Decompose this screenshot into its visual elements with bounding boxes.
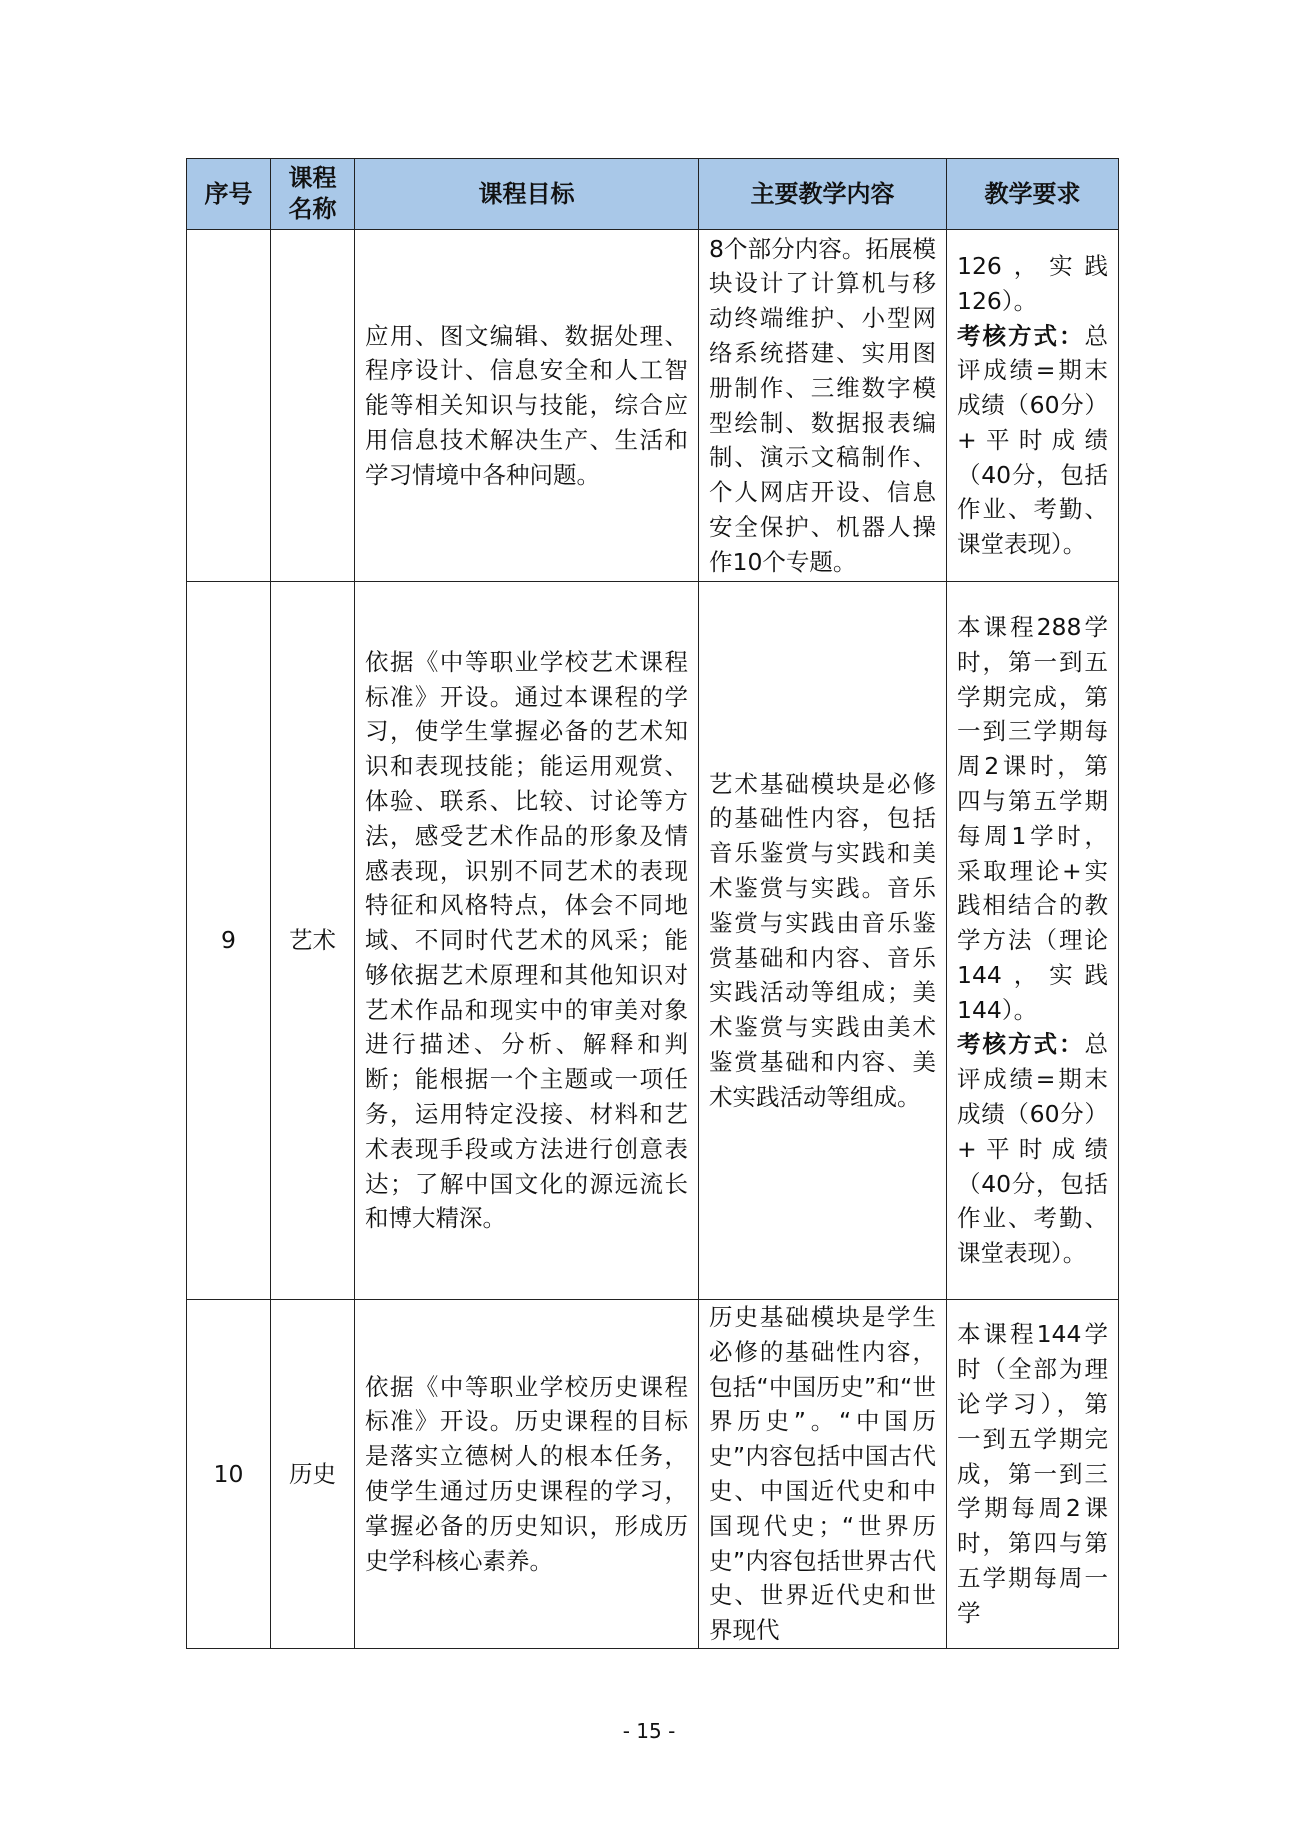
cell-seq: 9 bbox=[187, 582, 271, 1300]
header-main-content: 主要教学内容 bbox=[699, 159, 947, 230]
req-intro: 本课程144学时（全部为理论学习），第一到五学期完成，第一到三学期每周2课时，第四与第五学期每周一学 bbox=[957, 1320, 1108, 1627]
req-assessment-label: 考核方式： bbox=[957, 1030, 1085, 1059]
req-assessment-label: 考核方式： bbox=[957, 321, 1085, 350]
cell-main-content: 艺术基础模块是必修的基础性内容，包括音乐鉴赏与实践和美术鉴赏与实践。音乐鉴赏与实践由音乐鉴赏基础和内容、音乐实践活动等组成；美术鉴赏与实践由美术鉴赏基础和内容、美术实践活动等组成。 bbox=[699, 582, 947, 1300]
cell-main-content: 历史基础模块是学生必修的基础性内容，包括“中国历史”和“世界历史”。“中国历史”内容包括中国古代史、中国近代史和中国现代史；“世界历史”内容包括世界古代史、世界近代史和世界现代 bbox=[699, 1300, 947, 1649]
header-seq: 序号 bbox=[187, 159, 271, 230]
header-teaching-requirements: 教学要求 bbox=[947, 159, 1119, 230]
header-course-name-line1: 课程 bbox=[288, 164, 337, 192]
req-assessment-body: 总评成绩=期末成绩（60分）+平时成绩（40分，包括作业、考勤、课堂表现）。 bbox=[957, 321, 1108, 559]
header-course-goal: 课程目标 bbox=[355, 159, 699, 230]
curriculum-table bbox=[186, 158, 1119, 1649]
cell-seq bbox=[187, 230, 271, 582]
cell-course-name: 历史 bbox=[271, 1300, 355, 1649]
cell-course-name bbox=[271, 230, 355, 582]
table-header-row bbox=[187, 159, 1119, 230]
req-intro: 本课程288学时，第一到五学期完成，第一到三学期每周2课时，第四与第五学期每周1学时，采取理论+实践相结合的教学方法（理论144，实践144）。 bbox=[957, 612, 1108, 1024]
header-course-name bbox=[271, 159, 355, 230]
table-row bbox=[187, 582, 1119, 1300]
cell-course-goal: 应用、图文编辑、数据处理、程序设计、信息安全和人工智能等相关知识与技能，综合应用信息技术解决生产、生活和学习情境中各种问题。 bbox=[355, 230, 699, 582]
table-row bbox=[187, 230, 1119, 582]
table-row bbox=[187, 1300, 1119, 1649]
cell-course-name: 艺术 bbox=[271, 582, 355, 1300]
cell-main-content: 8个部分内容。拓展模块设计了计算机与移动终端维护、小型网络系统搭建、实用图册制作、三维数字模型绘制、数据报表编制、演示文稿制作、个人网店开设、信息安全保护、机器人操作10个专题。 bbox=[699, 230, 947, 582]
header-course-name-line2: 名称 bbox=[288, 195, 337, 223]
cell-seq: 10 bbox=[187, 1300, 271, 1649]
cell-course-goal: 依据《中等职业学校艺术课程标准》开设。通过本课程的学习，使学生掌握必备的艺术知识和表现技能；能运用观赏、体验、联系、比较、讨论等方法，感受艺术作品的形象及情感表现，识别不同艺术的表现特征和风格特点，体会不同地域、不同时代艺术的风采；能够依据艺术原理和其他知识对艺术作品和现实中的审美对象进行描述、分析、解释和判断；能根据一个主题或一项任务，运用特定没接、材料和艺术表现手段或方法进行创意表达；了解中国文化的源远流长和博大精深。 bbox=[355, 582, 699, 1300]
req-assessment-body: 总评成绩=期末成绩（60分）+平时成绩（40分，包括作业、考勤、课堂表现）。 bbox=[957, 1030, 1108, 1268]
page-number: - 15 - bbox=[622, 1719, 676, 1743]
cell-teaching-requirements bbox=[947, 1300, 1119, 1649]
cell-teaching-requirements bbox=[947, 230, 1119, 582]
cell-course-goal: 依据《中等职业学校历史课程标准》开设。历史课程的目标是落实立德树人的根本任务，使学生通过历史课程的学习，掌握必备的历史知识，形成历史学科核心素养。 bbox=[355, 1300, 699, 1649]
req-intro: 126，实践126）。 bbox=[957, 251, 1108, 315]
cell-teaching-requirements bbox=[947, 582, 1119, 1300]
